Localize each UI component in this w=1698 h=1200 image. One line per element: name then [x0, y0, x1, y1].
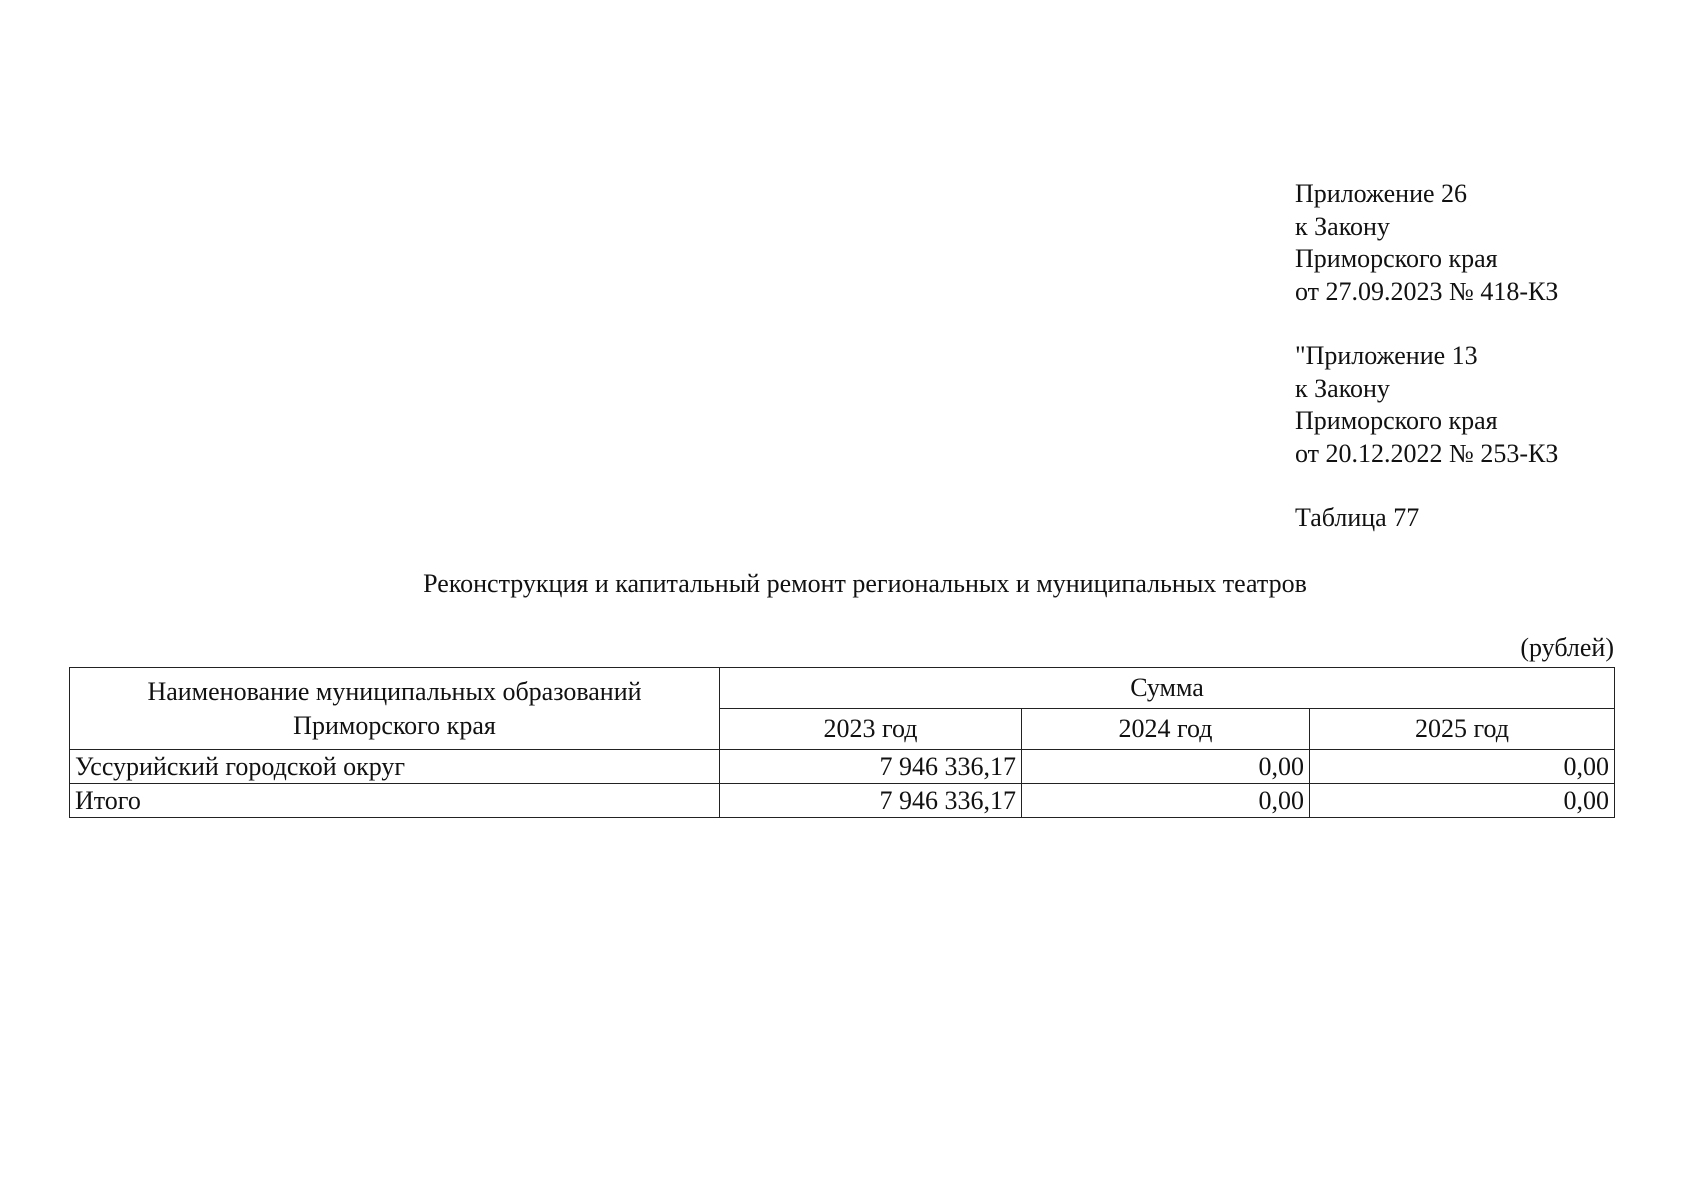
document-title	[0, 568, 1698, 600]
total-value-2024: 0,00	[1022, 784, 1310, 818]
total-value-2025: 0,00	[1310, 784, 1615, 818]
header-name-line: Наименование муниципальных образований	[147, 676, 642, 706]
appendix-block-original	[1295, 340, 1558, 470]
table-row	[70, 750, 1615, 784]
table-header-row	[70, 668, 1615, 709]
appendix-line: Приморского края	[1295, 406, 1498, 435]
total-name: Итого	[70, 784, 720, 818]
header-year-2025: 2025 год	[1310, 709, 1615, 750]
appendix-line: от 27.09.2023 № 418-КЗ	[1295, 276, 1559, 306]
row-value-2023: 7 946 336,17	[720, 750, 1022, 784]
unit-label: (рублей)	[1520, 633, 1614, 662]
appendix-line: к Закону	[1295, 211, 1390, 241]
row-value-2024: 0,00	[1022, 750, 1310, 784]
header-year-2024: 2024 год	[1022, 709, 1310, 750]
row-value-2025: 0,00	[1310, 750, 1615, 784]
header-name-cell	[70, 668, 720, 750]
header-sum-cell: Сумма	[720, 668, 1615, 709]
header-year-2023: 2023 год	[720, 709, 1022, 750]
appendix-line: Приложение 26	[1295, 179, 1468, 208]
row-name: Уссурийский городской округ	[70, 750, 720, 784]
appendix-line: к Закону	[1295, 373, 1390, 403]
appendix-header	[1295, 178, 1558, 535]
appendix-line: от 20.12.2022 № 253-КЗ	[1295, 438, 1559, 468]
appendix-block-current	[1295, 178, 1558, 308]
budget-table	[69, 667, 1615, 818]
header-name-line: Приморского края	[293, 710, 496, 740]
total-value-2023: 7 946 336,17	[720, 784, 1022, 818]
appendix-line: "Приложение 13	[1295, 341, 1478, 370]
table-total-row	[70, 784, 1615, 818]
appendix-line: Приморского края	[1295, 244, 1498, 273]
table-number: Таблица 77	[1295, 503, 1420, 532]
document-title-text: Реконструкция и капитальный ремонт региональных и муниципальных театров	[423, 569, 1307, 598]
